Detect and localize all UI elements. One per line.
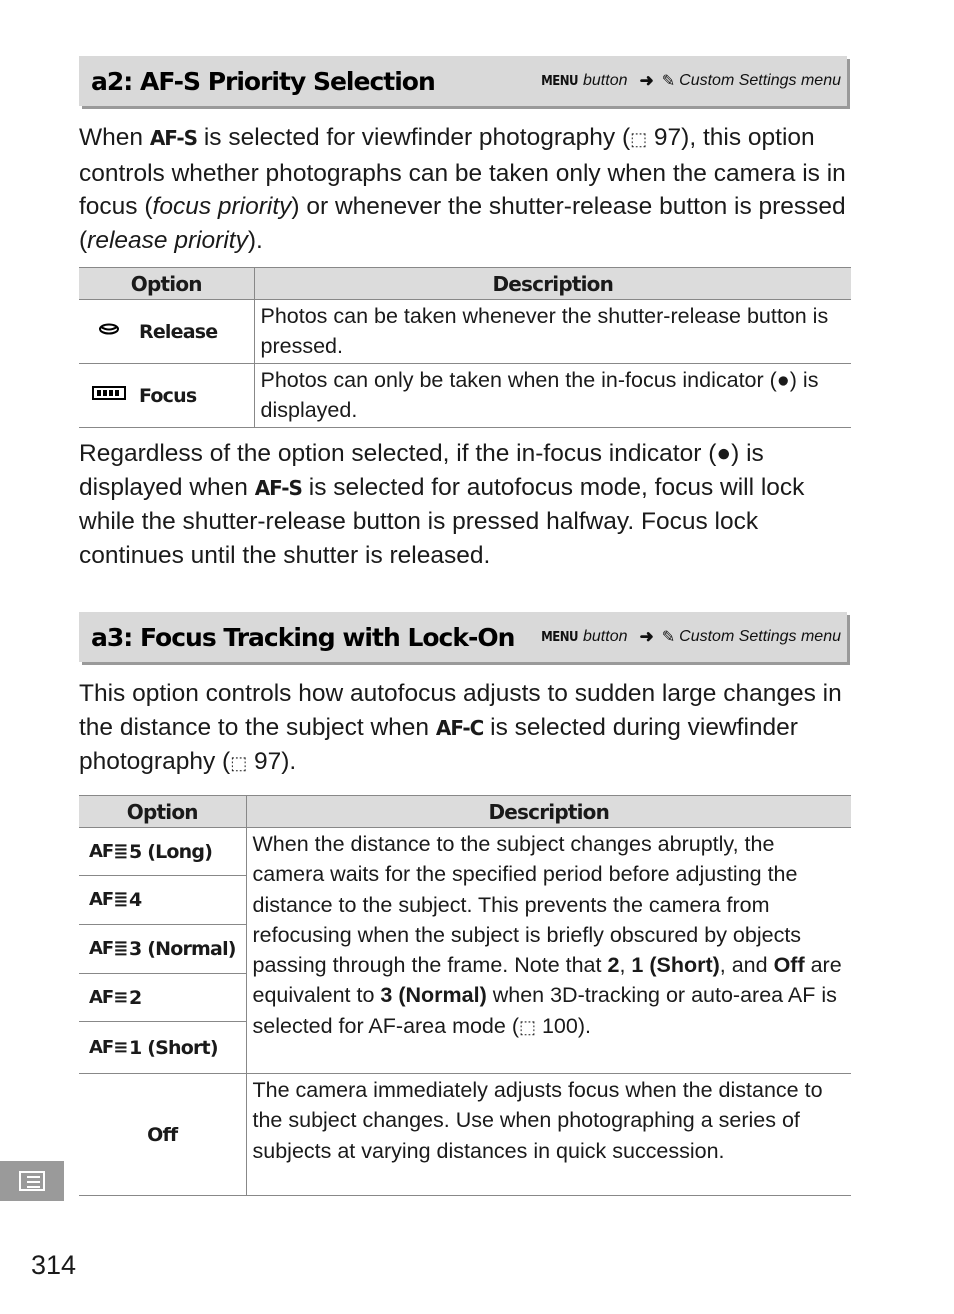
af-lock-on-3-icon: AF≣ bbox=[89, 938, 128, 959]
table-row bbox=[79, 364, 851, 428]
section-header-a3 bbox=[79, 612, 847, 662]
menu-name: Custom Settings menu bbox=[679, 72, 841, 89]
option-label: Focus bbox=[139, 384, 197, 407]
af-lock-on-4-icon: AF≣ bbox=[89, 889, 128, 910]
a3-options-table bbox=[79, 795, 851, 1196]
book-icon: ⬚ bbox=[518, 1016, 536, 1037]
option-label: 3 (Normal) bbox=[129, 938, 236, 960]
af-s-mode-text: AF-S bbox=[254, 475, 302, 500]
book-icon: ⬚ bbox=[230, 753, 248, 774]
button-word: button bbox=[583, 628, 628, 645]
menu-path-a3 bbox=[541, 627, 841, 647]
a2-options-table bbox=[79, 267, 851, 428]
button-word: button bbox=[583, 72, 628, 89]
arrow-right-icon: ➜ bbox=[639, 71, 654, 90]
option-label: 2 bbox=[129, 986, 142, 1009]
table-row bbox=[79, 1074, 851, 1196]
arrow-right-icon: ➜ bbox=[639, 627, 654, 646]
af-lock-on-1-icon: AF≡ bbox=[89, 1036, 128, 1058]
af-c-mode-text: AF-C bbox=[435, 715, 484, 740]
option-description: Photos can only be taken when the in-focus indicator (●) is displayed. bbox=[254, 364, 851, 428]
option-label: 4 bbox=[129, 889, 142, 911]
option-description: The camera immediately adjusts focus when the distance to the subject changes. Use when photographing a series of subjects at varying distances in quick succession. bbox=[246, 1074, 851, 1196]
col-header-description: Description bbox=[246, 796, 851, 828]
menu-path-a2 bbox=[541, 71, 841, 91]
focus-icon bbox=[79, 381, 139, 411]
option-label-off: Off bbox=[147, 1123, 178, 1146]
menu-list-icon bbox=[0, 1161, 64, 1201]
a3-intro-paragraph: This option controls how autofocus adjusts to sudden large changes in the distance to the subject when AF-C is selected during viewfinder photography (⬚ 97). bbox=[79, 680, 842, 776]
af-lock-on-2-icon: AF≡ bbox=[89, 986, 128, 1008]
page-number: 314 bbox=[31, 1250, 77, 1280]
book-icon: ⬚ bbox=[630, 129, 648, 149]
option-description: Photos can be taken whenever the shutter-release button is pressed. bbox=[254, 300, 851, 364]
menu-button-label: MENU bbox=[541, 73, 578, 89]
option-label: 5 (Long) bbox=[129, 840, 213, 863]
col-header-description: Description bbox=[254, 268, 851, 300]
release-icon bbox=[79, 317, 139, 347]
table-row bbox=[79, 828, 851, 876]
option-description: When the distance to the subject changes abruptly, the camera waits for the specified period before adjusting the distance to the subject. This prevents the camera from refocusing when the subject is briefly obscured by objects passing through the frame. Note that 2, 1 (Short), and Off are equivalent to 3 (Normal) when 3D-tracking or auto-area AF is selected for AF-area mode (⬚ 100). bbox=[246, 828, 851, 1074]
table-row bbox=[79, 300, 851, 364]
pencil-icon: ✎ bbox=[661, 629, 676, 646]
a2-note-paragraph: Regardless of the option selected, if the in-focus indicator (●) is displayed when AF-S is selected for autofocus mode, focus will lock while the shutter-release button is pressed halfway. Focus lock continues until the shutter is released. bbox=[79, 440, 805, 569]
pencil-icon: ✎ bbox=[661, 73, 676, 90]
col-header-option: Option bbox=[79, 268, 254, 300]
af-s-mode-text: AF-S bbox=[149, 126, 198, 150]
table-header-row bbox=[79, 268, 851, 300]
a2-intro-paragraph: When AF-S is selected for viewfinder photography (⬚ 97), this option controls whether photographs can be taken only when the camera is in focus (focus priority) or whenever the shutter-release button is pressed (release priority). bbox=[79, 124, 846, 254]
menu-button-label: MENU bbox=[541, 629, 578, 645]
option-label: Release bbox=[139, 320, 218, 343]
section-header-a2 bbox=[79, 56, 847, 106]
table-header-row bbox=[79, 796, 851, 828]
section-title-a2: a2: AF-S Priority Selection bbox=[91, 66, 435, 96]
af-lock-on-5-icon: AF≣ bbox=[89, 840, 128, 862]
section-title-a3: a3: Focus Tracking with Lock-On bbox=[91, 622, 515, 652]
col-header-option: Option bbox=[79, 796, 246, 828]
menu-name: Custom Settings menu bbox=[679, 628, 841, 645]
option-label: 1 (Short) bbox=[129, 1036, 218, 1059]
